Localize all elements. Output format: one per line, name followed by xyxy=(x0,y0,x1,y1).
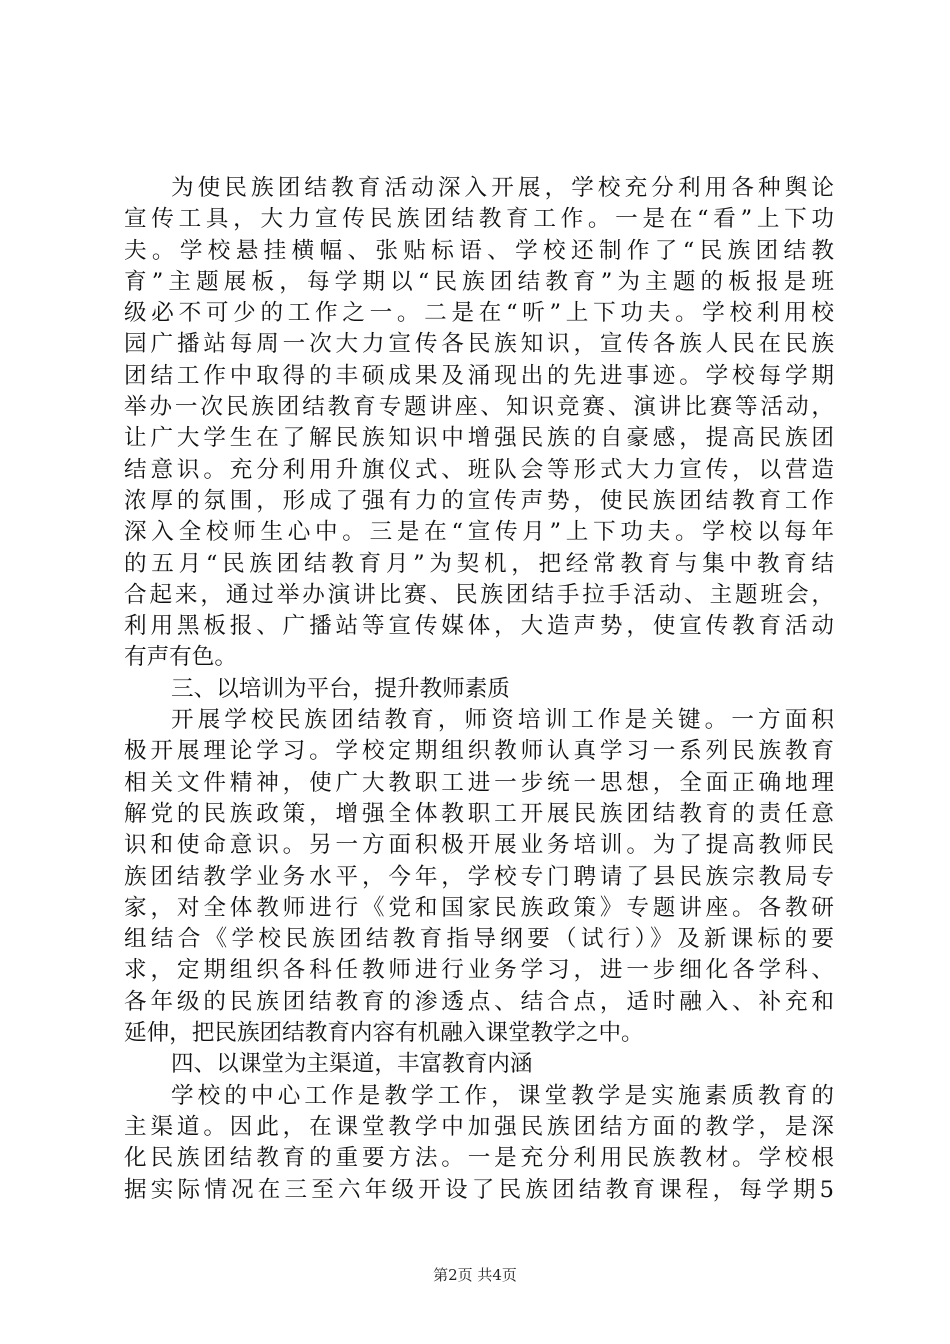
text-line: 族团结教学业务水平，今年，学校专门聘请了县民族宗教局专 xyxy=(124,863,834,890)
text-line: 让广大学生在了解民族知识中增强民族的自豪感，提高民族团 xyxy=(124,425,834,452)
text-line: 解党的民族政策，增强全体教职工开展民族团结教育的责任意 xyxy=(124,800,834,827)
text-line: 举办一次民族团结教育专题讲座、知识竞赛、演讲比赛等活动， xyxy=(124,394,834,421)
text-line: 三、以培训为平台，提升教师素质 xyxy=(171,675,510,702)
text-line: 合起来，通过举办演讲比赛、民族团结手拉手活动、主题班会， xyxy=(124,581,834,608)
text-line: 团结工作中取得的丰硕成果及涌现出的先进事迹。学校每学期 xyxy=(124,362,834,389)
text-line: 为使民族团结教育活动深入开展，学校充分利用各种舆论 xyxy=(171,175,834,201)
text-line: 相关文件精神，使广大教职工进一步统一思想，全面正确地理 xyxy=(124,769,834,796)
text-line: 育”主题展板，每学期以“民族团结教育”为主题的板报是班 xyxy=(124,268,834,295)
text-line: 结意识。充分利用升旗仪式、班队会等形式大力宣传，以营造 xyxy=(124,456,834,483)
text-line: 园广播站每周一次大力宣传各民族知识，宣传各族人民在民族 xyxy=(124,331,834,358)
text-line: 据实际情况在三至六年级开设了民族团结教育课程，每学期5 xyxy=(124,1176,834,1203)
text-line: 家，对全体教师进行《党和国家民族政策》专题讲座。各教研 xyxy=(124,894,834,921)
text-line: 宣传工具，大力宣传民族团结教育工作。一是在“看”上下功 xyxy=(124,206,834,233)
text-line: 极开展理论学习。学校定期组织教师认真学习一系列民族教育 xyxy=(124,738,834,765)
text-line: 各年级的民族团结教育的渗透点、结合点，适时融入、补充和 xyxy=(124,988,834,1015)
text-line: 深入全校师生心中。三是在“宣传月”上下功夫。学校以每年 xyxy=(124,519,834,546)
text-line: 延伸，把民族团结教育内容有机融入课堂教学之中。 xyxy=(124,1020,644,1047)
text-line: 开展学校民族团结教育，师资培训工作是关键。一方面积 xyxy=(171,707,834,734)
text-line: 有声有色。 xyxy=(124,644,237,671)
text-line: 化民族团结教育的重要方法。一是充分利用民族教材。学校根 xyxy=(124,1145,834,1172)
text-line: 组结合《学校民族团结教育指导纲要（试行）》及新课标的要 xyxy=(124,926,834,953)
text-line: 浓厚的氛围，形成了强有力的宣传声势，使民族团结教育工作 xyxy=(124,487,834,514)
text-line: 夫。学校悬挂横幅、张贴标语、学校还制作了“民族团结教 xyxy=(124,237,834,264)
text-line: 级必不可少的工作之一。二是在“听”上下功夫。学校利用校 xyxy=(124,300,834,327)
text-line: 求，定期组织各科任教师进行业务学习，进一步细化各学科、 xyxy=(124,957,834,984)
text-line: 利用黑板报、广播站等宣传媒体，大造声势，使宣传教育活动 xyxy=(124,613,834,640)
text-line: 主渠道。因此，在课堂教学中加强民族团结方面的教学，是深 xyxy=(124,1113,834,1140)
document-body xyxy=(124,173,834,1206)
text-line: 学校的中心工作是教学工作，课堂教学是实施素质教育的 xyxy=(171,1082,834,1109)
page-footer: 第2页 共4页 xyxy=(433,1266,517,1284)
text-line: 的五月“民族团结教育月”为契机，把经常教育与集中教育结 xyxy=(124,550,834,577)
text-line: 识和使命意识。另一方面积极开展业务培训。为了提高教师民 xyxy=(124,832,834,859)
text-line: 四、以课堂为主渠道，丰富教育内涵 xyxy=(171,1051,533,1078)
